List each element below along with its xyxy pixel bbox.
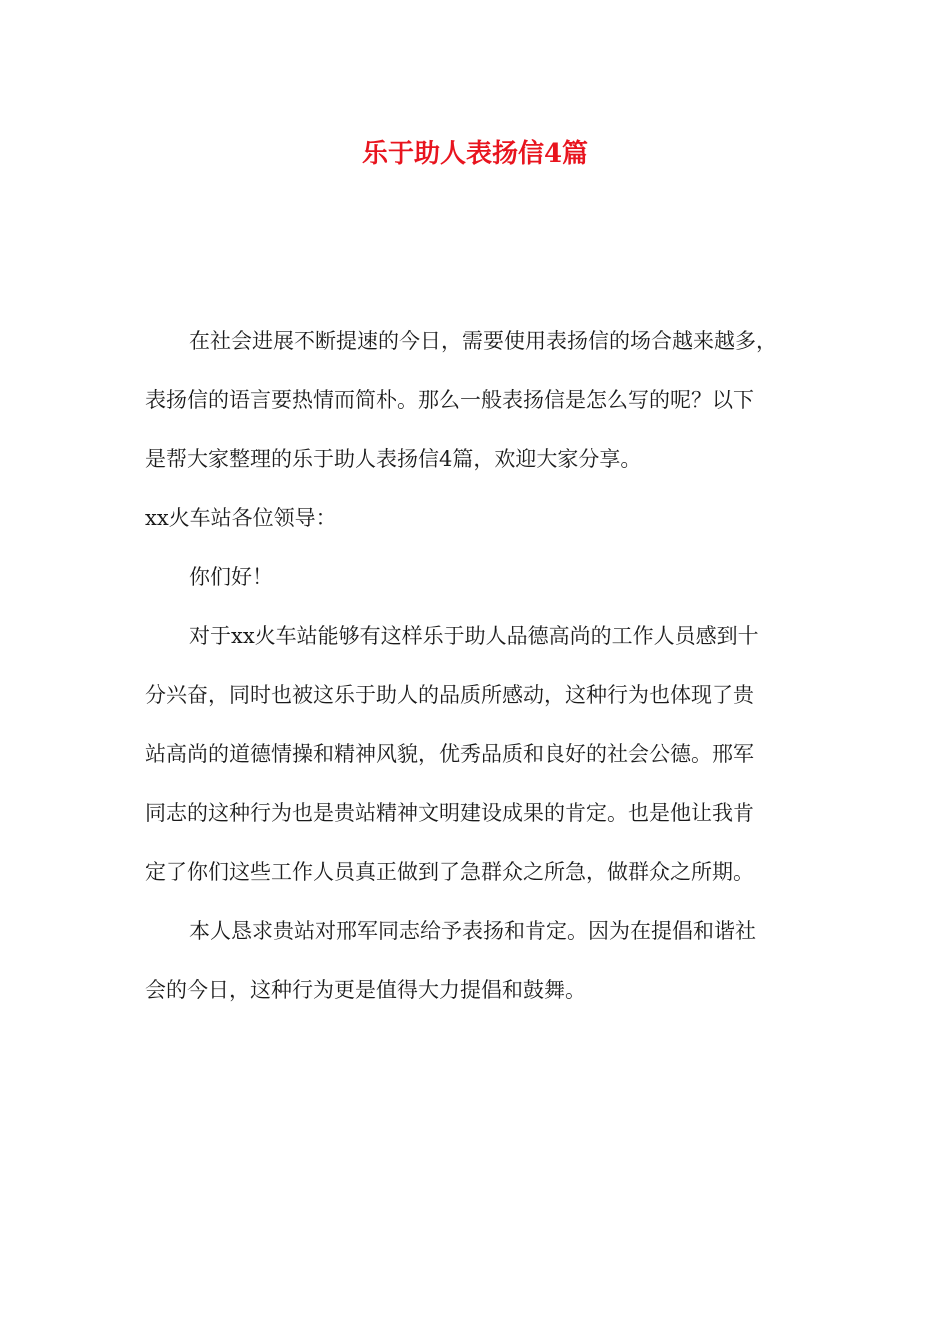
greeting: 你们好！ — [189, 565, 273, 589]
paragraph-line: 在社会进展不断提速的今日，需要使用表扬信的场合越来越多， — [189, 329, 777, 353]
paragraph-line: 会的今日，这种行为更是值得大力提倡和鼓舞。 — [145, 978, 586, 1002]
paragraph-line: 是帮大家整理的乐于助人表扬信4篇，欢迎大家分享。 — [145, 447, 642, 471]
paragraph-line: 表扬信的语言要热情而简朴。那么一般表扬信是怎么写的呢？以下 — [145, 388, 754, 412]
paragraph-line: 站高尚的道德情操和精神风貌，优秀品质和良好的社会公德。邢军 — [145, 742, 754, 766]
document-title: 乐于助人表扬信4篇 — [361, 139, 589, 169]
paragraph-line: 本人恳求贵站对邢军同志给予表扬和肯定。因为在提倡和谐社 — [189, 919, 756, 943]
salutation: xx火车站各位领导： — [145, 506, 337, 530]
document-body — [145, 312, 810, 1020]
paragraph-line: 定了你们这些工作人员真正做到了急群众之所急，做群众之所期。 — [145, 860, 754, 884]
paragraph-line: 同志的这种行为也是贵站精神文明建设成果的肯定。也是他让我肯 — [145, 801, 754, 825]
paragraph-line: 分兴奋，同时也被这乐于助人的品质所感动，这种行为也体现了贵 — [145, 683, 754, 707]
paragraph-line: 对于xx火车站能够有这样乐于助人品德高尚的工作人员感到十 — [189, 624, 759, 648]
